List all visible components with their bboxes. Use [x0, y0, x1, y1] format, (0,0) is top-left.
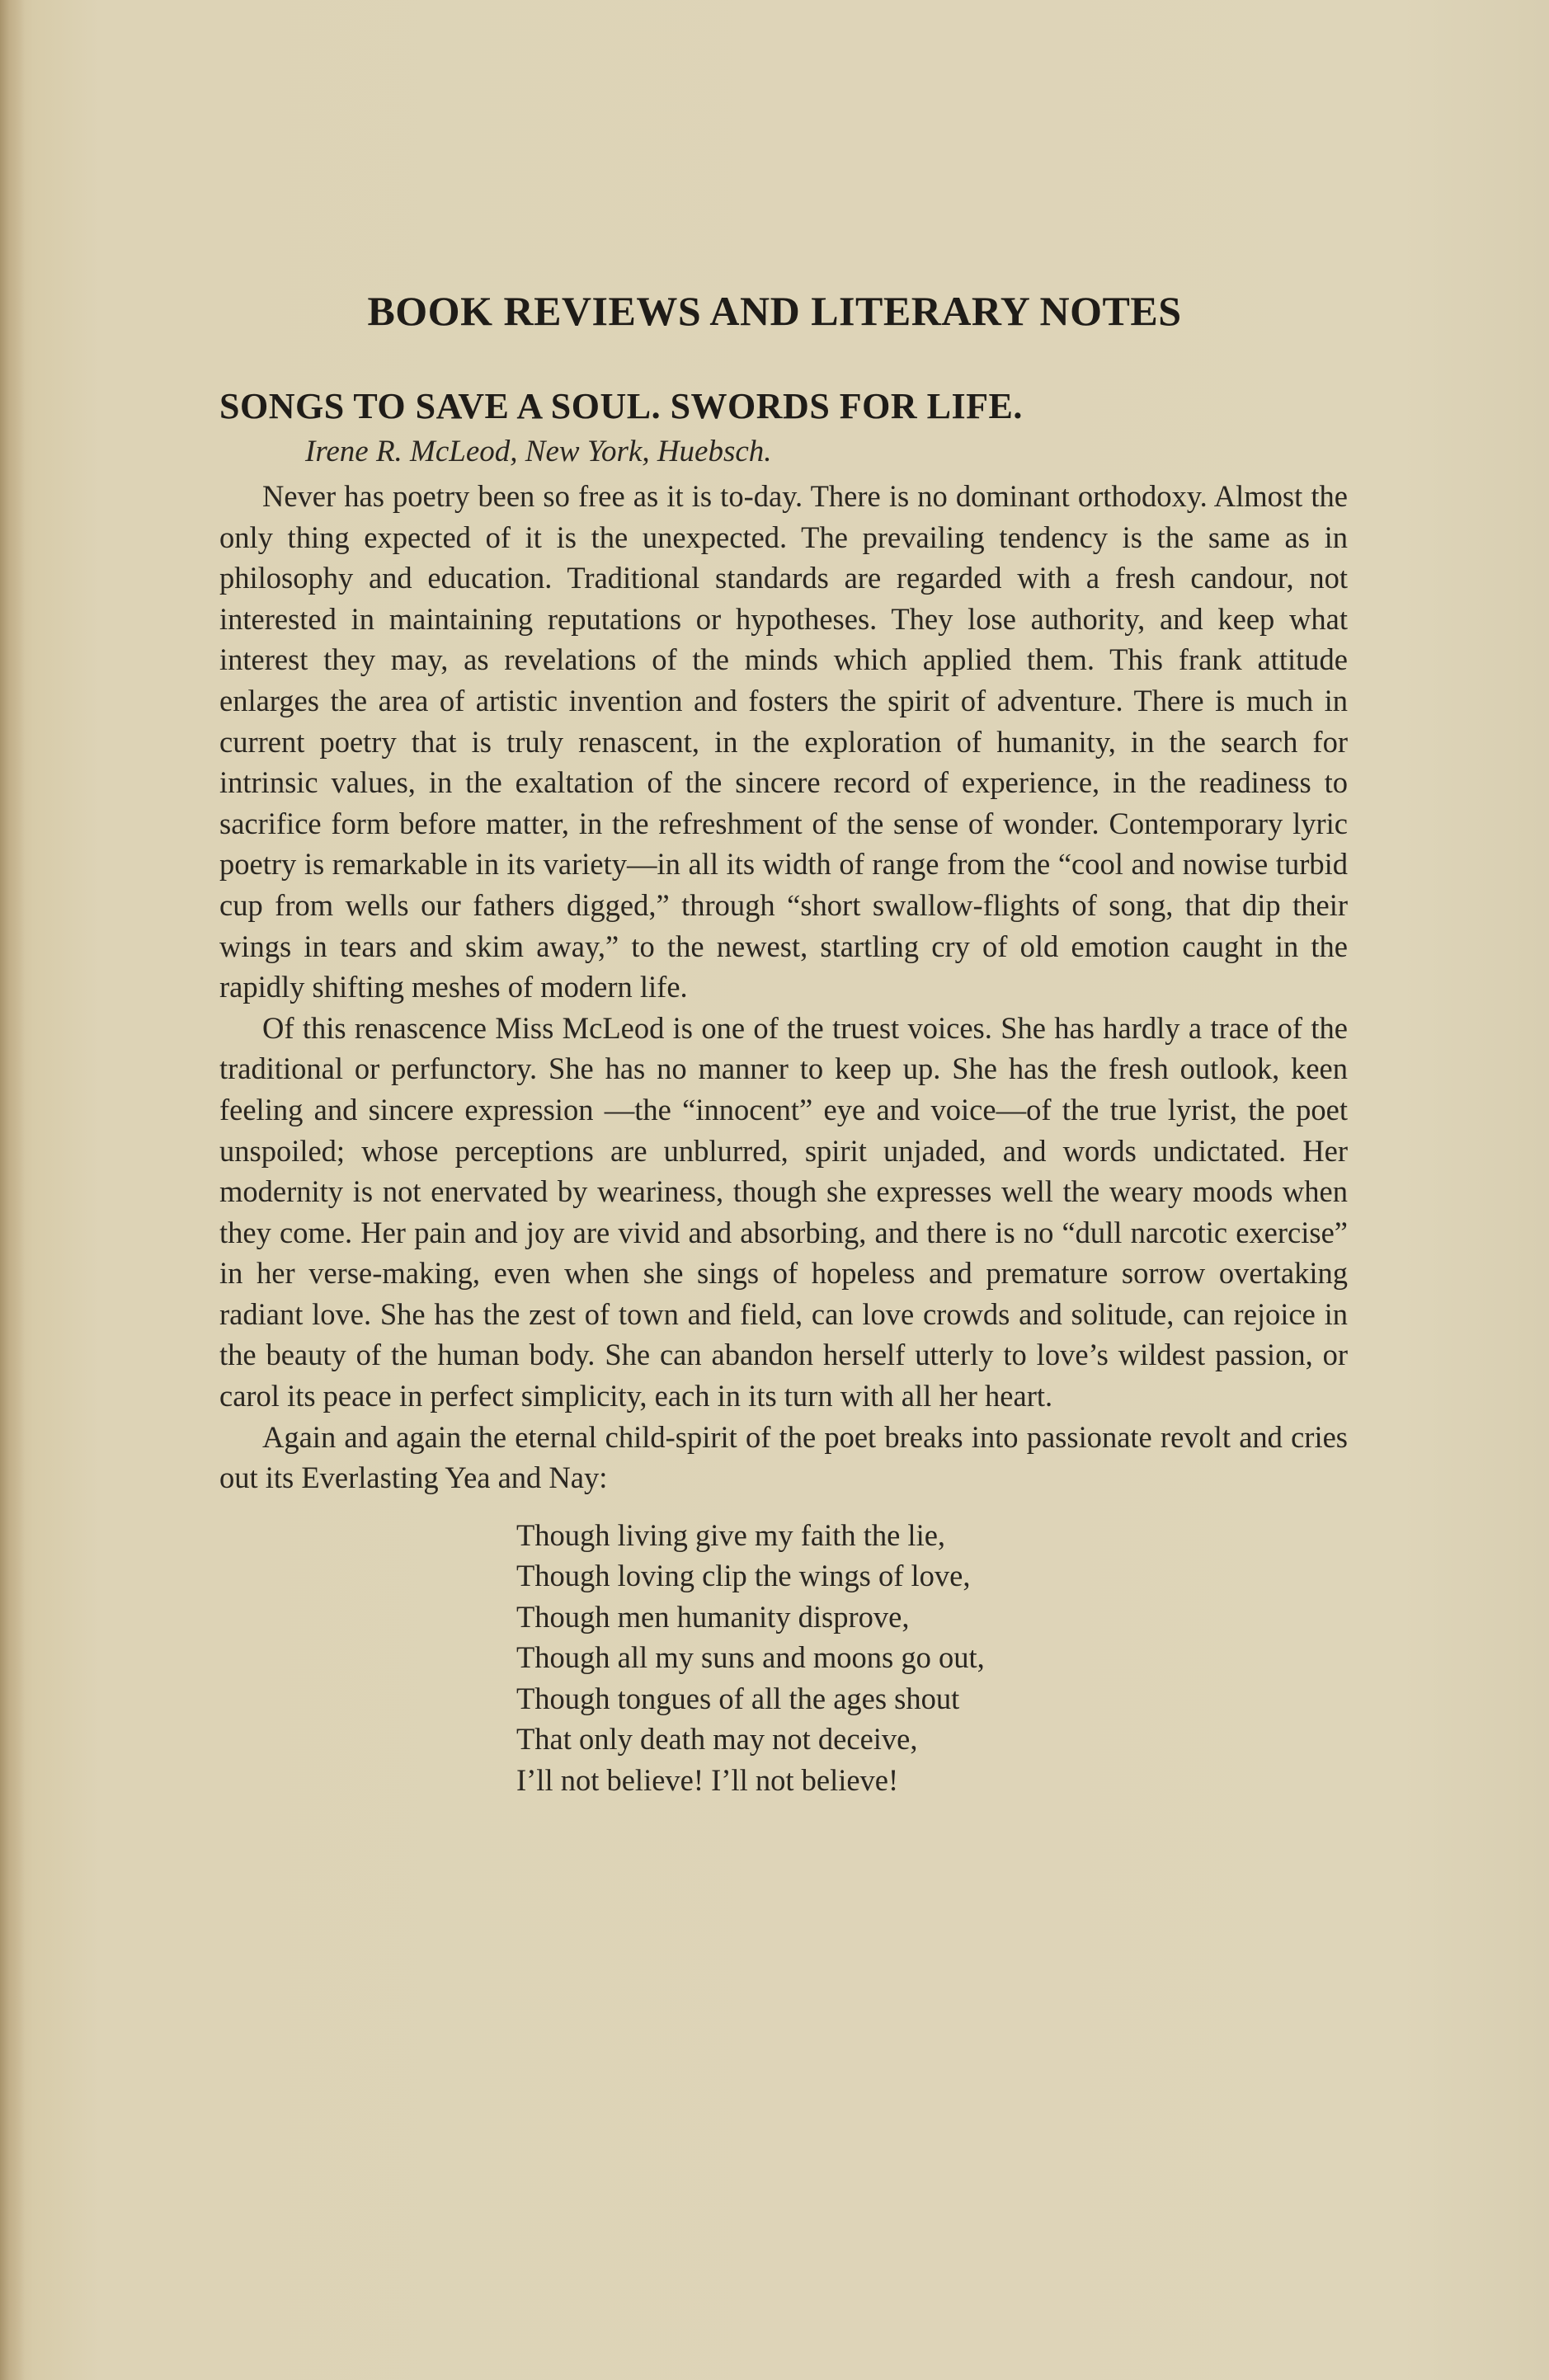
verse-line: I’ll not believe! I’ll not believe!: [516, 1762, 899, 1797]
review-paragraph: Of this renascence Miss McLeod is one of the truest voices. She has hardly a trace of the traditional or perfunctory. She has no manner to keep up. She has the fresh outlook, keen feeling and sincere expression —the “innocent” eye and voice—of the true lyrist, the poet unspoiled; whose perceptions are unblurred, spirit unjaded, and words undictated. Her modernity is not enervated by weariness, though she expresses well the weary moods when they come. Her pain and joy are vivid and absorbing, and there is no “dull narcotic exercise” in her verse-making, even when she sings of hopeless and premature sorrow overtaking radiant love. She has the zest of town and field, can love crowds and solitude, can rejoice in the beauty of the human body. She can abandon herself utterly to love’s wildest passion, or carol its peace in perfect simplicity, each in its turn with all her heart.: [219, 1010, 1348, 1413]
verse-line: Though tongues of all the ages shout: [516, 1681, 960, 1715]
review-article: [219, 383, 1348, 1800]
verse-line: Though living give my faith the lie,: [516, 1517, 946, 1552]
verse-line: Though men humanity disprove,: [516, 1599, 910, 1634]
verse-line: Though all my suns and moons go out,: [516, 1640, 985, 1675]
review-paragraph: Again and again the eternal child-spirit of the poet breaks into passionate revolt and cries out its Everlasting Yea and Nay:: [219, 1419, 1348, 1495]
review-byline: Irene R. McLeod, New York, Huebsch.: [305, 435, 772, 468]
spine-shadow: [0, 0, 25, 2380]
review-paragraph: Never has poetry been so free as it is to-day. There is no dominant orthodoxy. Almost the only thing expected of it is the unexpected. The prevailing tendency is the same as in philosophy and education. Traditional standards are regarded with a fresh candour, not interested in maintaining reputations or hypotheses. They lose authority, and keep what interest they may, as revelations of the minds which applied them. This frank attitude enlarges the area of artistic invention and fosters the spirit of adventure. There is much in current poetry that is truly renascent, in the exploration of humanity, in the search for intrinsic values, in the exaltation of the sincere record of experience, in the readiness to sacrifice form before matter, in the refreshment of the sense of wonder. Contemporary lyric poetry is remarkable in its variety—in all its width of range from the “cool and nowise turbid cup from wells our fathers digged,” through “short swallow-flights of song, that dip their wings in tears and skim away,” to the newest, startling cry of old emotion caught in the rapidly shifting meshes of modern life.: [219, 479, 1348, 1004]
quoted-verse: [219, 1515, 1348, 1801]
review-title: SONGS TO SAVE A SOUL. SWORDS FOR LIFE.: [219, 386, 1023, 426]
verse-line: That only death may not deceive,: [516, 1722, 918, 1757]
page-title: BOOK REVIEWS AND LITERARY NOTES: [367, 288, 1182, 334]
verse-line: Though loving clip the wings of love,: [516, 1559, 971, 1593]
